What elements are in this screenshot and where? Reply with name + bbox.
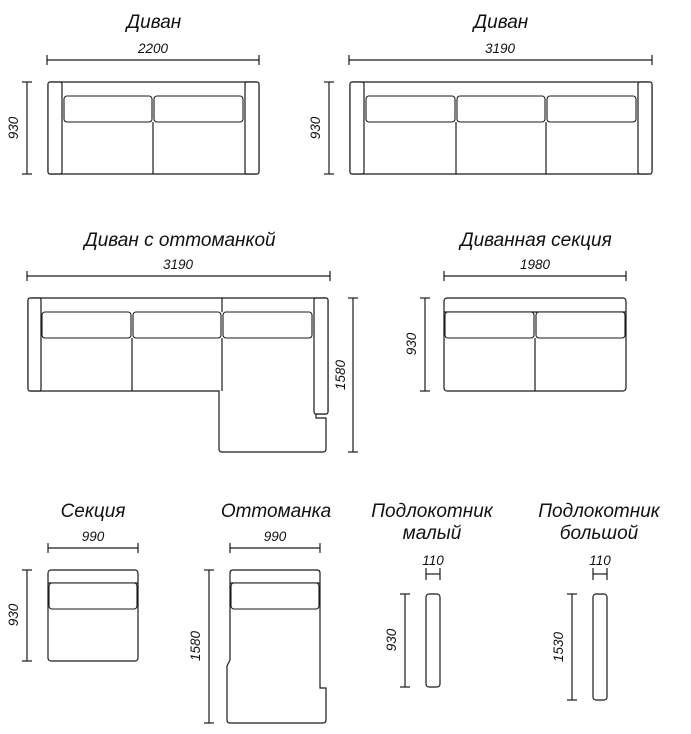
ottoman-depth-label: 1580	[188, 630, 203, 662]
sofa-2-width-dimension	[47, 41, 259, 65]
sofa-2-title: Диван	[126, 12, 182, 33]
sofa-3-depth-dimension	[308, 82, 334, 174]
sofa-3-width-dimension	[349, 41, 652, 65]
section-shape	[48, 570, 138, 661]
armrest-small-depth-dimension	[384, 594, 410, 687]
section-depth-dimension	[6, 570, 32, 661]
armrest-small-width-label: 110	[422, 553, 444, 568]
armrest-small-shape	[426, 594, 440, 687]
armrest-large	[538, 501, 661, 700]
section-depth-label: 930	[6, 603, 21, 627]
sofa-3-width-label: 3190	[484, 41, 516, 56]
sofa-section-shape	[444, 298, 626, 391]
section-width-dimension	[48, 529, 138, 553]
armrest-large-shape	[593, 594, 607, 700]
section-width-label: 990	[81, 529, 105, 544]
armrest-large-title-line2: большой	[559, 523, 639, 544]
sofa-section-width-dimension	[444, 257, 626, 281]
sofa-2-depth-label: 930	[6, 116, 21, 140]
armrest-large-title-line1: Подлокотник	[538, 501, 660, 522]
ottoman-width-label: 990	[263, 529, 287, 544]
sofa-section-depth-dimension	[404, 298, 430, 391]
ottoman-width-dimension	[230, 529, 320, 553]
sofa-3-title: Диван	[473, 12, 529, 33]
sofa-ottoman-shape	[28, 298, 328, 452]
armrest-large-depth-label: 1530	[551, 631, 566, 663]
armrest-small-width-dimension	[422, 553, 444, 580]
armrest-small	[371, 501, 494, 687]
sofa-section	[404, 230, 626, 391]
sofa-3-depth-label: 930	[308, 116, 323, 140]
section	[6, 501, 138, 661]
ottoman-title: Оттоманка	[220, 501, 332, 522]
sofa-2-seat	[6, 12, 259, 174]
armrest-large-width-label: 110	[589, 553, 611, 568]
ottoman	[188, 501, 331, 723]
sofa-2-shape	[48, 82, 259, 174]
sofa-3-seat	[308, 12, 652, 174]
sofa-with-ottoman	[27, 230, 358, 452]
sofa-section-title: Диванная секция	[460, 230, 612, 251]
sofa-section-width-label: 1980	[519, 257, 551, 272]
armrest-small-title-line2: малый	[402, 523, 462, 544]
sofa-2-width-label: 2200	[137, 41, 169, 56]
armrest-large-width-dimension	[589, 553, 611, 580]
sofa-ottoman-depth-dimension	[333, 298, 358, 452]
ottoman-depth-dimension	[188, 570, 214, 723]
sofa-ottoman-width-label: 3190	[162, 257, 194, 272]
sofa-ottoman-width-dimension	[27, 257, 330, 281]
armrest-small-depth-label: 930	[384, 628, 399, 652]
sofa-2-depth-dimension	[6, 82, 32, 174]
sofa-3-shape	[350, 82, 652, 174]
ottoman-shape	[227, 570, 326, 723]
armrest-small-title-line1: Подлокотник	[371, 501, 493, 522]
sofa-section-depth-label: 930	[404, 332, 419, 356]
sofa-ottoman-depth-label: 1580	[333, 359, 348, 391]
section-title: Секция	[60, 501, 126, 522]
armrest-large-depth-dimension	[551, 594, 577, 700]
sofa-ottoman-title: Диван с оттоманкой	[84, 230, 276, 251]
